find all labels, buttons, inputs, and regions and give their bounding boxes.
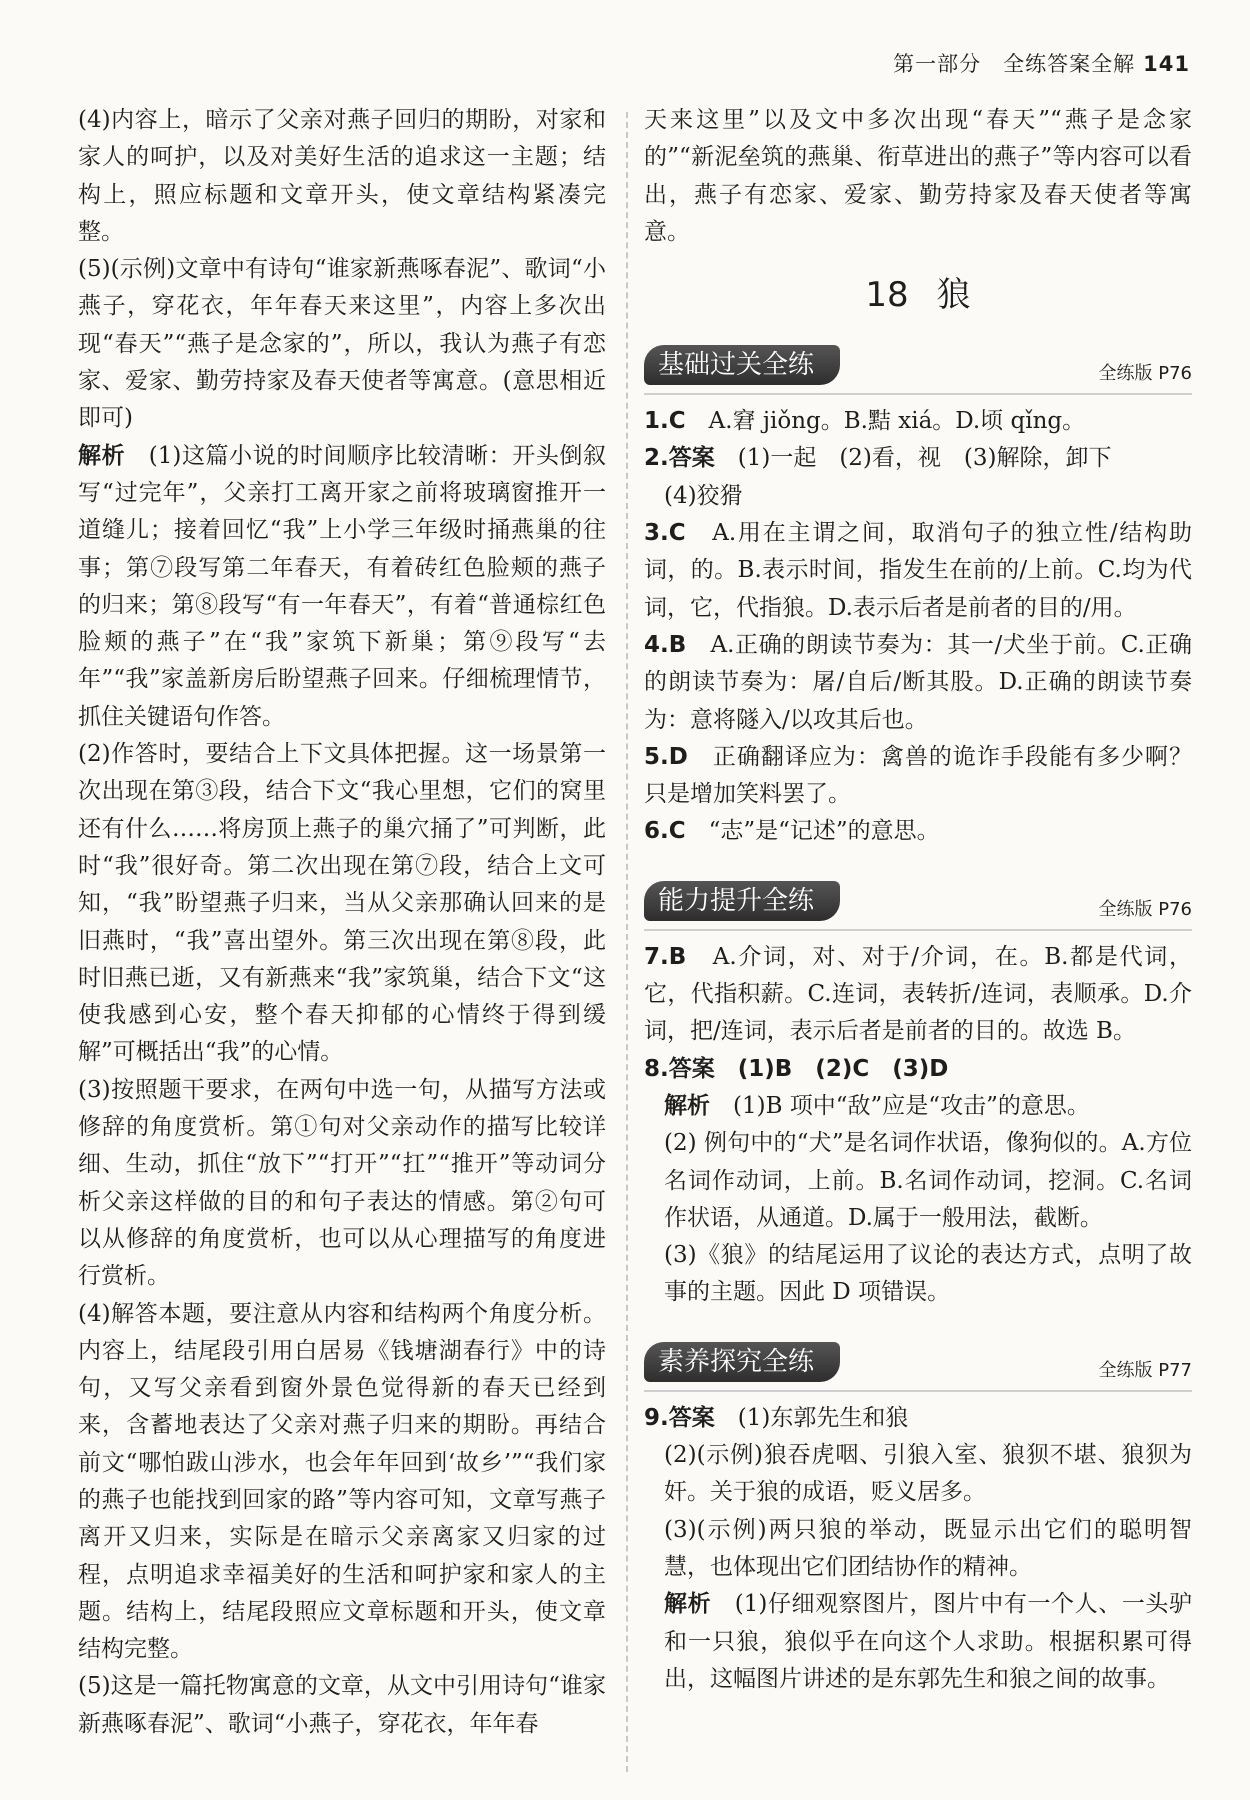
section-badge: 能力提升全练 [644, 881, 840, 921]
analysis-paragraph: 解析 (1)B 项中“敌”应是“攻击”的意思。 [664, 1092, 1090, 1119]
question-answer: 2.答案 (1)一起 (2)看，视 (3)解除，卸下 [644, 445, 1112, 472]
analysis-paragraph: (3)按照题干要求，在两句中选一句，从描写方法或修辞的角度赏析。第①句对父亲动作的描写比较详细、生动，抓住“放下”“打开”“扛”“推开”等动词分析父亲这样做的目的和句子表达的情感。第②句可以从修辞的角度赏析，也可以从心理描写的角度进行赏析。 [78, 1076, 606, 1290]
column-divider [626, 112, 628, 1772]
question-answer-cont: (2)(示例)狼吞虎咽、引狼入室、狼狈不堪、狼狈为奸。关于狼的成语，贬义居多。 [664, 1442, 1192, 1506]
question-answer: 3.C A.用在主谓之间，取消句子的独立性/结构助词，的。B.表示时间，指发生在前的/上前。C.均为代词，它，代指狼。D.表示后者是前者的目的/用。 [644, 520, 1193, 621]
question-answer-cont: (4)狡猾 [664, 482, 743, 509]
continued-paragraph: 天来这里”以及文中多次出现“春天”“燕子是念家的”“新泥垒筑的燕巢、衔草进出的燕子”等内容可以看出，燕子有恋家、爱家、勤劳持家及春天使者等寓意。 [644, 107, 1192, 245]
analysis-paragraph: (4)解答本题，要注意从内容和结构两个角度分析。内容上，结尾段引用白居易《钱塘湖春行》中的诗句，又写父亲看到窗外景色觉得新的春天已经到来，含蓄地表达了父亲对燕子归来的期盼。再结合前文“哪怕跋山涉水，也会年年回到‘故乡’”“我们家的燕子也能找到回家的路”等内容可知，文章写燕子离开又归来，实际是在暗示父亲离家又归家的过程，点明追求幸福美好的生活和呵护家和家人的主题。结构上，结尾段照应文章标题和开头，使文章结构完整。 [78, 1300, 606, 1663]
section-badge: 素养探究全练 [644, 1342, 840, 1382]
answer-paragraph: (5)(示例)文章中有诗句“谁家新燕啄春泥”、歌词“小燕子，穿花衣，年年春天来这里”，内容上多次出现“春天”“燕子是念家的”，所以，我认为燕子有恋家、爱家、勤劳持家及春天使者等寓意。(意思相近即可) [78, 256, 606, 432]
analysis-paragraph: (2) 例句中的“犬”是名词作状语，像狗似的。A.方位名词作动词，上前。B.名词作动词，挖洞。C.名词作状语，从通道。D.属于一般用法，截断。 [664, 1130, 1192, 1231]
analysis-paragraph: (5)这是一篇托物寓意的文章，从文中引用诗句“谁家新燕啄春泥”、歌词“小燕子，穿花衣，年年春 [78, 1673, 606, 1737]
analysis-paragraph: (3)《狼》的结尾运用了议论的表达方式，点明了故事的主题。因此 D 项错误。 [664, 1242, 1192, 1306]
lesson-number: 18 [865, 275, 909, 316]
right-column [644, 102, 1192, 1698]
question-answer-cont: (3)(示例)两只狼的举动，既显示出它们的聪明智慧，也体现出它们团结协作的精神。 [664, 1516, 1192, 1580]
question-answer: 7.B A.介词，对、对于/介词，在。B.都是代词，它，代指积薪。C.连词，表转折/连词，表顺承。D.介词，把/连词，表示后者是前者的目的。故选 B。 [644, 943, 1193, 1045]
left-column [78, 102, 606, 1743]
question-answer: 9.答案 (1)东郭先生和狼 [644, 1404, 909, 1431]
question-answer: 1.C A.窘 jiǒng。B.黠 xiá。D.顷 qǐng。 [644, 408, 1086, 435]
page-number: 141 [1143, 52, 1190, 76]
section-ref: 全练版 P76 [1098, 363, 1192, 385]
section-badge: 基础过关全练 [644, 345, 840, 385]
header-section: 第一部分 全练答案全解 [893, 52, 1136, 76]
question-answer: 6.C “志”是“记述”的意思。 [644, 818, 940, 845]
question-answer: 8.答案 (1)B (2)C (3)D [644, 1055, 949, 1082]
answer-paragraph: (4)内容上，暗示了父亲对燕子回归的期盼，对家和家人的呵护，以及对美好生活的追求这一主题；结构上，照应标题和文章开头，使文章结构紧凑完整。 [78, 107, 606, 245]
section-header [644, 879, 1192, 931]
section-header [644, 1340, 1192, 1392]
analysis-paragraph: 解析 (1)仔细观察图片，图片中有一个人、一头驴和一只狼，狼似乎在向这个人求助。根据积累可得出，这幅图片讲述的是东郭先生和狼之间的故事。 [664, 1591, 1192, 1692]
section-ref: 全练版 P77 [1098, 1359, 1192, 1381]
lesson-title [644, 265, 1192, 325]
analysis-paragraph: 解析 (1)这篇小说的时间顺序比较清晰：开头倒叙写“过完年”，父亲打工离开家之前将玻璃窗推开一道缝儿；接着回忆“我”上小学三年级时捅燕巢的往事；第⑦段写第二年春天，有着砖红色脸颊的燕子的归来；第⑧段写“有一年春天”，有着“普通棕红色脸颊的燕子”在“我”家筑下新巢；第⑨段写“去年”“我”家盖新房后盼望燕子回来。仔细梳理情节，抓住关键语句作答。 [78, 442, 606, 730]
section-ref: 全练版 P76 [1098, 898, 1192, 920]
page-header [893, 48, 1190, 78]
section-header [644, 343, 1192, 395]
question-answer: 5.D 正确翻译应为：禽兽的诡诈手段能有多少啊？只是增加笑料罢了。 [644, 743, 1193, 808]
analysis-paragraph: (2)作答时，要结合上下文具体把握。这一场景第一次出现在第③段，结合下文“我心里想，它们的窝里还有什么……将房顶上燕子的巢穴捅了”可判断，此时“我”很好奇。第二次出现在第⑦段，结合上文可知，“我”盼望燕子归来，当从父亲那确认回来的是旧燕时，“我”喜出望外。第三次出现在第⑧段，此时旧燕已逝，又有新燕来“我”家筑巢，结合下文“这使我感到心安，整个春天抑郁的心情终于得到缓解”可概括出“我”的心情。 [78, 741, 606, 1066]
question-answer: 4.B A.正确的朗读节奏为：其一/犬坐于前。C.正确的朗读节奏为：屠/自后/断其股。D.正确的朗读节奏为：意将隧入/以攻其后也。 [644, 631, 1193, 733]
analysis-label: 解析 [78, 442, 126, 469]
lesson-name: 狼 [936, 275, 971, 316]
